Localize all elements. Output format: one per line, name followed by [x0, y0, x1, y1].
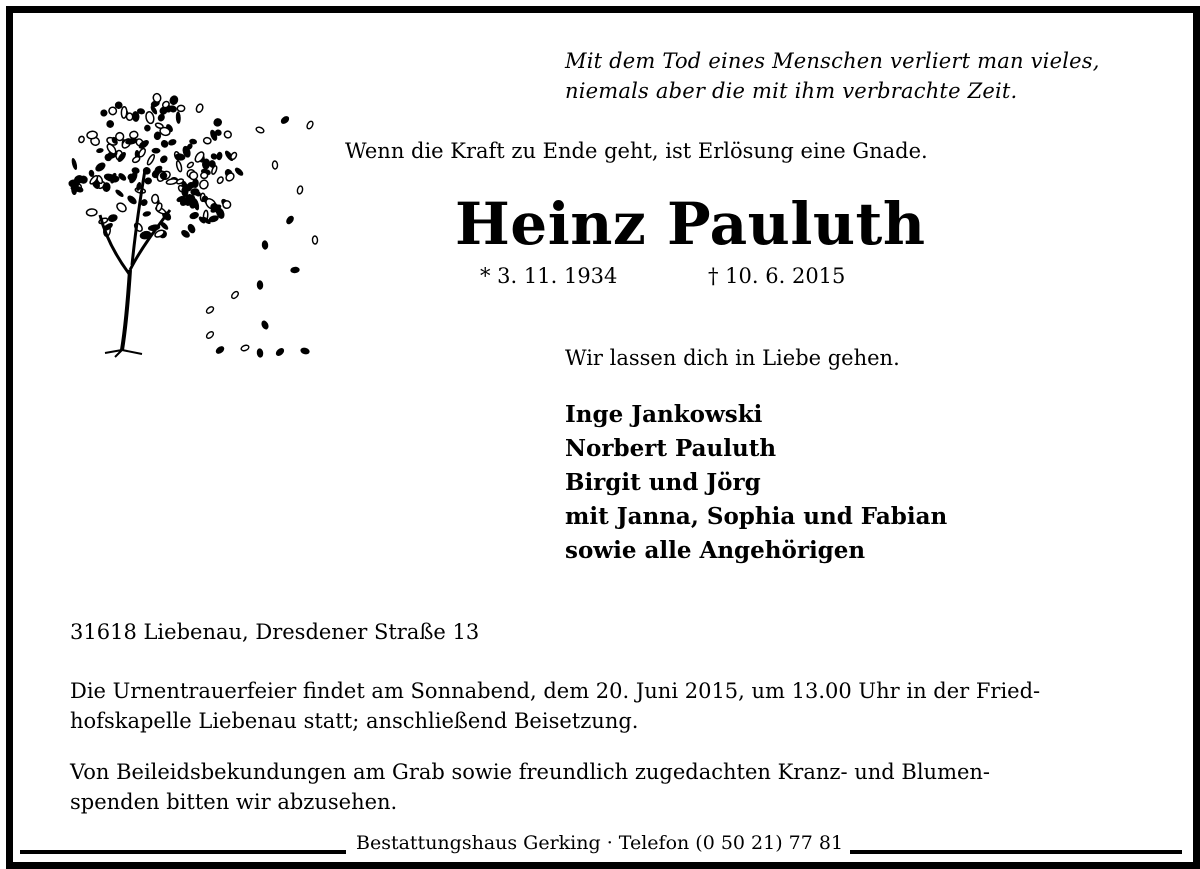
footer-rule-left: [20, 850, 346, 854]
ceremony-line-1: Die Urnentrauerfeier findet am Sonnabend, dem 20. Juni 2015, um 13.00 Uhr in der Fried-: [70, 679, 1041, 703]
mourner-name: Norbert Pauluth: [565, 435, 777, 462]
quote-line-1: Mit dem Tod eines Menschen verliert man vieles,: [565, 49, 1100, 73]
ceremony-paragraph: [70, 676, 1132, 736]
birth-date: * 3. 11. 1934: [480, 264, 618, 288]
memorial-quote: [565, 46, 1165, 106]
ceremony-line-2: hofskapelle Liebenau statt; anschließend Beisetzung.: [70, 709, 639, 733]
funeral-home-footer: Bestattungshaus Gerking · Telefon (0 50 21) 77 81: [352, 832, 847, 854]
condolence-line-2: spenden bitten wir abzusehen.: [70, 790, 398, 814]
mourner-name: mit Janna, Sophia und Fabian: [565, 503, 948, 530]
address-line: 31618 Liebenau, Dresdener Straße 13: [70, 620, 480, 644]
deceased-name: Heinz Pauluth: [455, 190, 926, 258]
death-date: † 10. 6. 2015: [708, 264, 846, 288]
mourner-name: sowie alle Angehörigen: [565, 537, 866, 564]
quote-line-2: niemals aber die mit ihm verbrachte Zeit.: [565, 79, 1018, 103]
mourner-name: Birgit und Jörg: [565, 469, 761, 496]
condolence-line-1: Von Beileidsbekundungen am Grab sowie freundlich zugedachten Kranz- und Blumen-: [70, 760, 991, 784]
condolence-paragraph: [70, 757, 1132, 817]
farewell-line: Wir lassen dich in Liebe gehen.: [565, 346, 900, 370]
mourner-name: Inge Jankowski: [565, 401, 763, 428]
footer-rule-right: [850, 850, 1182, 854]
mourners-list: [565, 398, 947, 568]
windblown-tree-icon: [60, 70, 330, 370]
motto-line: Wenn die Kraft zu Ende geht, ist Erlösung eine Gnade.: [345, 139, 928, 163]
